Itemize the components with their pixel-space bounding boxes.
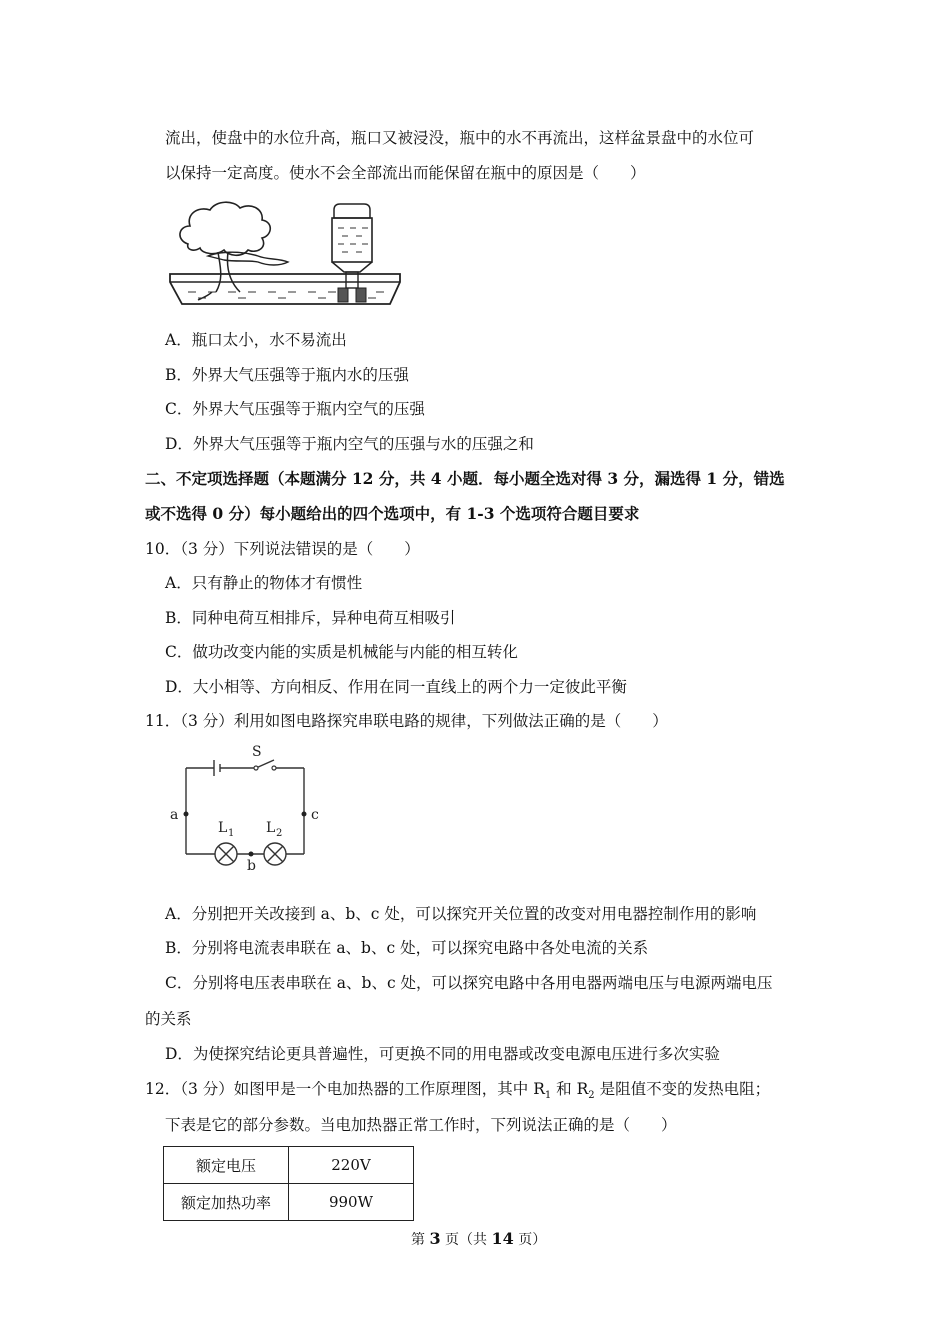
q10-option-d: D．大小相等、方向相反、作用在同一直线上的两个力一定彼此平衡: [165, 678, 627, 696]
lamp-l2-label: L: [266, 820, 276, 836]
q11-option-c-line1: C．分别将电压表串联在 a、b、c 处，可以探究电路中各用电器两端电压与电源两端电压: [165, 974, 773, 992]
q10-stem: 10．（3 分）下列说法错误的是（ ）: [145, 540, 420, 558]
q11-option-b: B．分别将电流表串联在 a、b、c 处，可以探究电路中各处电流的关系: [165, 939, 649, 957]
footer-mid: 页（共: [440, 1232, 492, 1248]
q12-stem-line2: 下表是它的部分参数。当电加热器正常工作时，下列说法正确的是（ ）: [165, 1116, 677, 1134]
q10-option-b: B．同种电荷互相排斥，异种电荷互相吸引: [165, 609, 456, 627]
section2-heading-line2: 或不选得 0 分）每小题给出的四个选项中，有 1-3 个选项符合题目要求: [145, 504, 640, 523]
section2-heading-line1: 二、不定项选择题（本题满分 12 分，共 4 小题．每小题全选对得 3 分，漏选得 1 分，错选: [145, 469, 785, 488]
q12-stem-post: 是阻值不变的发热电阻；: [594, 1080, 771, 1098]
q11-option-d: D．为使探究结论更具普遍性，可更换不同的用电器或改变电源电压进行多次实验: [165, 1045, 720, 1063]
bonsai-bottle-figure: [168, 196, 408, 308]
point-c-label: c: [311, 807, 319, 823]
q9-text-line1: 流出，使盘中的水位升高，瓶口又被浸没，瓶中的水不再流出，这样盆景盘中的水位可: [165, 129, 755, 147]
table-cell-value: 220V: [289, 1147, 414, 1184]
footer-total-pages: 14: [491, 1229, 514, 1248]
r2-subscript: 2: [588, 1090, 595, 1102]
q9-option-d: D．外界大气压强等于瓶内空气的压强与水的压强之和: [165, 435, 534, 453]
q10-option-c: C．做功改变内能的实质是机械能与内能的相互转化: [165, 643, 518, 661]
page-footer: [411, 1229, 546, 1250]
q10-option-a: A．只有静止的物体才有惯性: [165, 574, 363, 592]
footer-post: 页）: [513, 1232, 547, 1248]
q9-option-a: A．瓶口太小，水不易流出: [165, 331, 347, 349]
footer-page-number: 3: [429, 1229, 441, 1248]
table-cell-key: 额定电压: [164, 1147, 289, 1184]
point-a-label: a: [170, 807, 179, 823]
q12-stem-mid: 和 R: [551, 1080, 589, 1098]
switch-label: S: [252, 744, 262, 760]
q12-stem-pre: 12．（3 分）如图甲是一个电加热器的工作原理图，其中 R: [145, 1080, 545, 1098]
lamp-l1-subscript: 1: [228, 828, 235, 839]
q9-text-line2: 以保持一定高度。使水不会全部流出而能保留在瓶中的原因是（ ）: [165, 164, 646, 182]
table-cell-value: 990W: [289, 1184, 414, 1221]
q11-stem: 11．（3 分）利用如图电路探究串联电路的规律，下列做法正确的是（ ）: [145, 712, 668, 730]
parameter-table: [163, 1146, 414, 1221]
r1-subscript: 1: [544, 1090, 552, 1102]
table-cell-key: 额定加热功率: [164, 1184, 289, 1221]
lamp-l2-subscript: 2: [276, 828, 283, 839]
q12-stem: [145, 1079, 770, 1106]
footer-pre: 第: [411, 1232, 430, 1248]
table-row: [164, 1147, 414, 1184]
point-b-label: b: [247, 858, 256, 874]
q11-option-a: A．分别把开关改接到 a、b、c 处，可以探究开关位置的改变对用电器控制作用的影响: [165, 905, 757, 923]
series-circuit-figure: [160, 742, 330, 874]
q11-option-c-line2: 的关系: [145, 1010, 192, 1028]
table-row: [164, 1184, 414, 1221]
lamp-l1-label: L: [218, 820, 228, 836]
q9-option-c: C．外界大气压强等于瓶内空气的压强: [165, 400, 425, 418]
q9-option-b: B．外界大气压强等于瓶内水的压强: [165, 366, 409, 384]
